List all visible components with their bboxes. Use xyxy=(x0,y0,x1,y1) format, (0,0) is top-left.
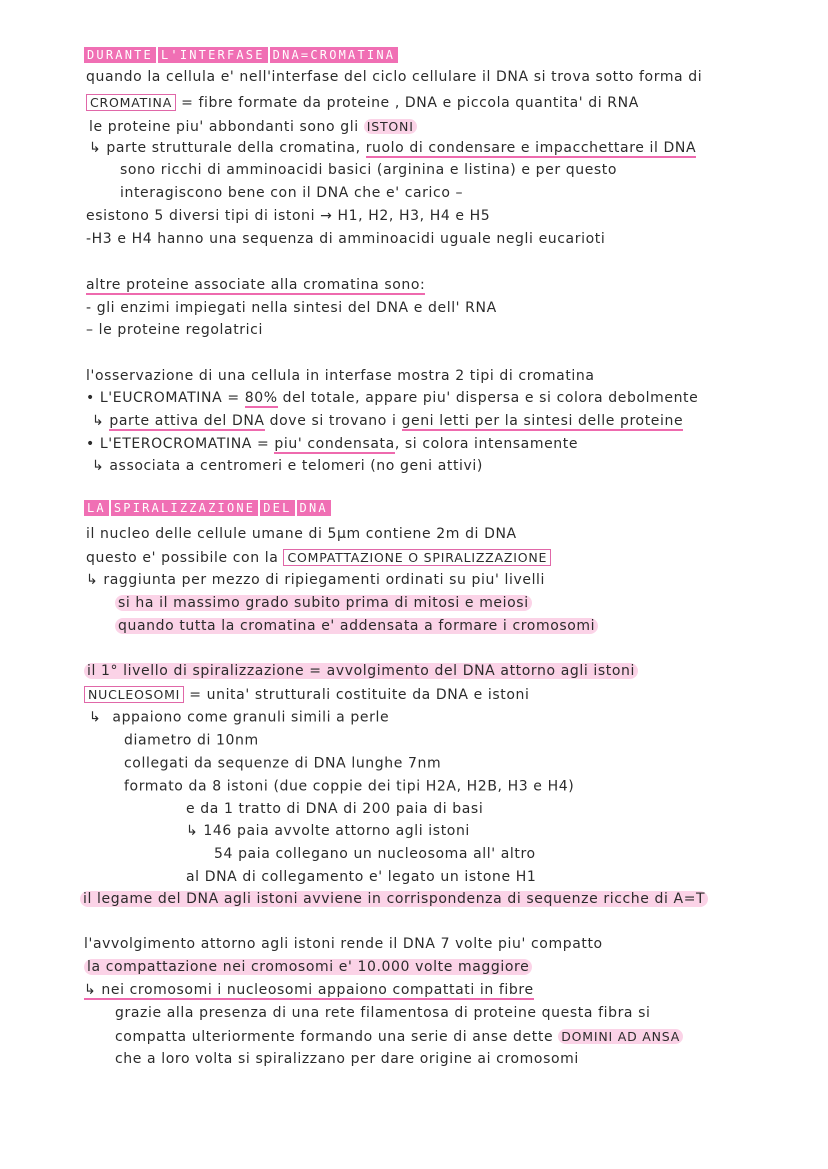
header-interfase xyxy=(84,47,400,63)
text-line: il nucleo delle cellule umane di 5µm contiene 2m di DNA xyxy=(86,526,517,542)
text-line xyxy=(115,617,598,636)
text-line xyxy=(115,594,532,613)
text-fragment: compatta ulteriormente formando una serie di anse dette xyxy=(115,1029,559,1045)
text-line xyxy=(84,981,534,1000)
header-word: DNA xyxy=(297,500,331,516)
underlined-text: 80% xyxy=(244,390,278,406)
highlighted-text: si ha il massimo grado subito prima di mitosi e meiosi xyxy=(115,595,532,611)
arrow-icon: ↳ xyxy=(89,709,107,726)
text-fragment: appaiono come granuli simili a perle xyxy=(112,709,390,726)
text-fragment: ↳ xyxy=(92,413,110,429)
text-line xyxy=(80,890,708,909)
text-line: interagiscono bene con il DNA che e' carico – xyxy=(120,185,464,201)
text-line xyxy=(86,435,578,454)
header-word: DNA=CROMATINA xyxy=(270,47,399,63)
text-line xyxy=(84,958,532,977)
text-line xyxy=(86,93,639,113)
header-word: SPIRALIZZAZIONE xyxy=(111,500,258,516)
text-line xyxy=(89,117,417,137)
istoni-highlight: ISTONI xyxy=(364,119,417,134)
text-fragment: questo e' possibile con la xyxy=(86,550,284,566)
highlighted-text: il legame del DNA agli istoni avviene in corrispondenza di sequenze ricche di A=T xyxy=(80,891,708,907)
text-line xyxy=(86,548,551,568)
header-word: L'INTERFASE xyxy=(158,47,268,63)
text-line: e da 1 tratto di DNA di 200 paia di basi xyxy=(186,801,484,817)
text-line: 54 paia collegano un nucleosoma all' altro xyxy=(214,846,536,862)
compattazione-term: COMPATTAZIONE O SPIRALIZZAZIONE xyxy=(283,549,551,566)
text-line: al DNA di collegamento e' legato un istone H1 xyxy=(186,869,537,885)
text-line xyxy=(118,754,441,774)
text-line: ↳ raggiunta per mezzo di ripiegamenti ordinati su piu' livelli xyxy=(86,572,546,588)
text-fragment: = fibre formate da proteine , DNA e piccola quantita' di RNA xyxy=(176,95,639,111)
text-line xyxy=(118,731,259,751)
text-fragment: ↳ parte strutturale della cromatina, xyxy=(89,140,366,156)
text-line: ↳ associata a centromeri e telomeri (no geni attivi) xyxy=(92,458,483,474)
highlighted-text: quando tutta la cromatina e' addensata a formare i cromosomi xyxy=(115,618,598,634)
text-line xyxy=(86,389,698,408)
text-line xyxy=(86,276,425,295)
text-fragment: dove si trovano i xyxy=(264,413,402,429)
text-fragment: del totale, appare piu' dispersa e si colora debolmente xyxy=(277,390,699,406)
highlighted-text: la compattazione nei cromosomi e' 10.000 volte maggiore xyxy=(84,959,532,975)
text-line xyxy=(118,777,574,797)
text-fragment: le proteine piu' abbondanti sono gli xyxy=(89,119,364,135)
text-line: quando la cellula e' nell'interfase del ciclo cellulare il DNA si trova sotto forma di xyxy=(86,69,703,85)
header-word: LA xyxy=(84,500,109,516)
underlined-text: geni letti per la sintesi delle proteine xyxy=(401,413,684,429)
underlined-text: altre proteine associate alla cromatina sono: xyxy=(86,277,426,293)
text-fragment: = unita' strutturali costituite da DNA e istoni xyxy=(184,687,530,703)
text-line: che a loro volta si spiralizzano per dare origine ai cromosomi xyxy=(115,1051,579,1067)
text-line xyxy=(89,708,389,728)
text-fragment: diametro di 10nm xyxy=(124,732,259,749)
text-line: l'avvolgimento attorno agli istoni rende il DNA 7 volte piu' compatto xyxy=(84,936,603,952)
underlined-text: parte attiva del DNA xyxy=(109,413,265,429)
text-fragment: , si colora intensamente xyxy=(394,436,579,452)
text-line: – le proteine regolatrici xyxy=(86,322,263,338)
text-fragment: • L'ETEROCROMATINA = xyxy=(86,436,275,452)
text-line: - gli enzimi impiegati nella sintesi del DNA e dell' RNA xyxy=(86,300,497,316)
nucleosomi-term: NUCLEOSOMI xyxy=(84,686,184,703)
text-line: -H3 e H4 hanno una sequenza di amminoacidi uguale negli eucarioti xyxy=(86,231,606,247)
highlighted-text: il 1° livello di spiralizzazione = avvolgimento del DNA attorno agli istoni xyxy=(84,663,638,679)
text-line xyxy=(115,1027,683,1047)
text-line: esistono 5 diversi tipi di istoni → H1, H2, H3, H4 e H5 xyxy=(86,208,491,224)
text-line: sono ricchi di amminoacidi basici (arginina e listina) e per questo xyxy=(120,162,618,178)
underlined-text: piu' condensata xyxy=(274,436,395,452)
underlined-text: ruolo di condensare e impacchettare il DNA xyxy=(365,140,697,156)
text-line xyxy=(89,139,696,158)
cromatina-term: CROMATINA xyxy=(86,94,176,111)
header-word: DEL xyxy=(260,500,294,516)
underlined-text: ↳ nei cromosomi i nucleosomi appaiono compattati in fibre xyxy=(84,982,534,998)
text-line xyxy=(92,412,683,431)
header-word: DURANTE xyxy=(84,47,156,63)
text-line: grazie alla presenza di una rete filamentosa di proteine questa fibra si xyxy=(115,1005,651,1021)
text-line xyxy=(84,662,638,681)
domini-highlight: DOMINI AD ANSA xyxy=(558,1029,683,1044)
header-spiralizzazione xyxy=(84,500,333,516)
text-fragment: collegati da sequenze di DNA lunghe 7nm xyxy=(124,755,442,772)
text-fragment: • L'EUCROMATINA = xyxy=(86,390,245,406)
text-line: ↳ 146 paia avvolte attorno agli istoni xyxy=(186,823,470,839)
text-fragment: formato da 8 istoni (due coppie dei tipi H2A, H2B, H3 e H4) xyxy=(124,778,575,795)
text-line: l'osservazione di una cellula in interfase mostra 2 tipi di cromatina xyxy=(86,368,595,384)
text-line xyxy=(84,685,529,705)
